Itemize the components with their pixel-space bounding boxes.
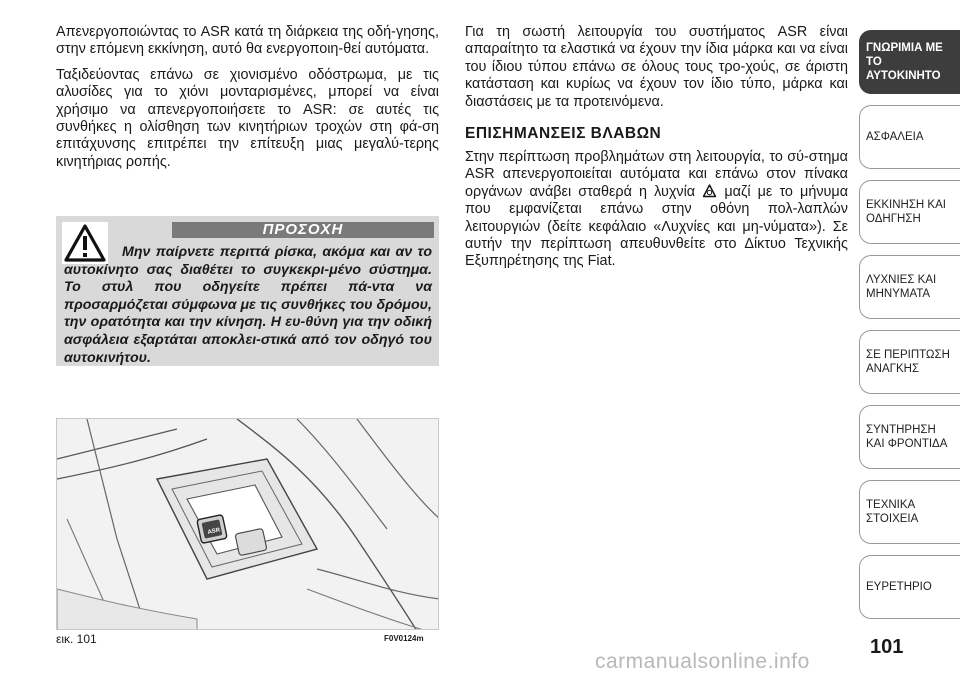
warning-text: Μην παίρνετε περιττά ρίσκα, ακόμα και αν το αυτοκίνητο σας διαθέτει το συγκεκρι-μένο σύστημα. Το στυλ που οδηγείτε πρέπει πά-ντα να προσαρμόζεται σύμφωνα με τις συνθήκες του δρόμου, την ορατότητα και την κίνηση. Η ευ-θύνη για την οδική ασφάλεια εξαρτάται αποκλει-στικά από τον οδηγό του αυτοκινήτου. xyxy=(64,244,432,366)
asr-button-illustration xyxy=(57,419,439,630)
tab-maintenance[interactable] xyxy=(859,405,960,469)
section-heading-faults: ΕΠΙΣΗΜΑΝΣΕΙΣ ΒΛΑΒΩΝ xyxy=(465,125,662,143)
tab-label: ΛΥΧΝΙΕΣ ΚΑΙ ΜΗΝΥΜΑΤΑ xyxy=(866,274,937,300)
right-column xyxy=(465,24,848,279)
fault-text-after-icon: μαζί με το μήνυμα που εμφανίζεται επάνω στην οθόνη πολ-λαπλών λειτουργιών (δείτε κεφάλαιο «Λυχνίες και μη-νύματα»). Σε αυτήν την περίπτωση απευθυνθείτε στο Δίκτυο Τεχνικής Εξυπηρέτησης της Fiat. xyxy=(465,183,849,270)
tab-label: ΓΝΩΡΙΜΙΑ ΜΕ ΤΟ ΑΥΤΟΚΙΝΗΤΟ xyxy=(866,42,943,82)
left-column xyxy=(56,24,439,179)
tab-starting-driving[interactable] xyxy=(859,180,960,244)
paragraph-tyres: Για τη σωστή λειτουργία του συστήματος ASR είναι απαραίτητο τα ελαστικά να έχουν την ίδια μάρκα και να είναι του ίδιου τύπου επάνω σε όλους τους τρο-χούς, σε άριστη κατάσταση και κυρίως να έχουν τον ίδιο τύπο, μάρκα και διαστάσεις με τα προτεινόμενα. xyxy=(465,24,848,110)
tab-technical-data[interactable] xyxy=(859,480,960,544)
warning-box xyxy=(56,216,439,366)
svg-text:ASR: ASR xyxy=(207,527,221,536)
paragraph-fault-signalling xyxy=(465,149,848,271)
tab-label: ΣΥΝΤΗΡΗΣΗ ΚΑΙ ΦΡΟΝΤΙΔΑ xyxy=(866,424,948,450)
figure-asr-button xyxy=(56,418,439,630)
tab-label: ΤΕΧΝΙΚΑ ΣΤΟΙΧΕΙΑ xyxy=(866,499,919,525)
tab-label: ΣΕ ΠΕΡΙΠΤΩΣΗ ΑΝΑΓΚΗΣ xyxy=(866,349,950,375)
fault-text-before-icon: Στην περίπτωση προβλημάτων στη λειτουργία, το σύ-στημα ASR απενεργοποιείται αυτόματα και επάνω στον πίνακα οργάνων ανάβει σταθερά η λυχνία xyxy=(465,149,848,200)
watermark: carmanualsonline.info xyxy=(595,650,810,673)
page-number: 101 xyxy=(870,636,904,658)
tab-warning-lights[interactable] xyxy=(859,255,960,319)
asr-warning-light-icon xyxy=(702,184,717,198)
tab-label: ΑΣΦΑΛΕΙΑ xyxy=(866,131,924,143)
tab-getting-to-know-car[interactable] xyxy=(859,30,960,94)
paragraph-asr-deactivation: Απενεργοποιώντας το ASR κατά τη διάρκεια της οδή-γησης, στην επόμενη εκκίνηση, αυτό θα ενεργοποιη-θεί αυτόματα. xyxy=(56,24,439,58)
paragraph-snow-chains: Ταξιδεύοντας επάνω σε χιονισμένο οδόστρωμα, με τις αλυσίδες για το χιόνι μονταρισμένες, μπορεί να είναι χρήσιμο να απενεργοποιήσετε το ASR: σε αυτές τις συνθήκες η ολίσθηση των κινητήριων τροχών στη φά-ση επιτάχυνσης επιτρέπει την επίτευξη μιας μεγαλύ-τερης κινητήριας ροπής. xyxy=(56,66,439,170)
tab-label: ΕΥΡΕΤΗΡΙΟ xyxy=(866,581,932,593)
warning-title-bar xyxy=(172,222,434,238)
tab-safety[interactable] xyxy=(859,105,960,169)
warning-title: ΠΡΟΣΟΧΗ xyxy=(262,221,344,238)
tab-label: ΕΚΚΙΝΗΣΗ ΚΑΙ ΟΔΗΓΗΣΗ xyxy=(866,199,946,225)
figure-caption: εικ. 101 xyxy=(56,632,97,646)
tab-index[interactable] xyxy=(859,555,960,619)
tab-emergency[interactable] xyxy=(859,330,960,394)
figure-code: F0V0124m xyxy=(384,634,424,643)
